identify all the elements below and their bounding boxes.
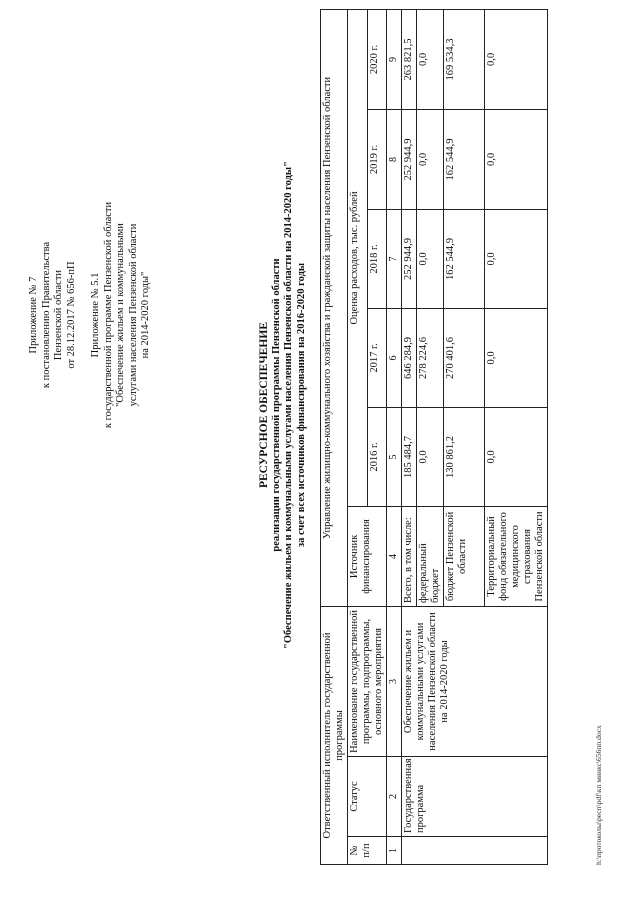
row-value: 252 944,9	[402, 109, 417, 209]
header-number: № п/п	[348, 837, 387, 865]
appendix-line: Приложение № 5.1	[90, 272, 101, 358]
header-source: Источник финансирования	[348, 506, 387, 606]
row-source: Территориальный фонд обязательного медицинского страхования Пензенской области	[485, 506, 548, 606]
header-year: 2019 г.	[367, 109, 387, 209]
header-name: Наименование государственной программы, подпрограммы, основного мероприятия	[348, 606, 387, 756]
row-value: 0,0	[485, 209, 548, 308]
row-value: 0,0	[485, 308, 548, 407]
row-status: Государственная программа	[402, 757, 548, 837]
row-source: Всего, в том числе:	[402, 506, 417, 606]
header-year: 2017 г.	[367, 308, 387, 407]
title-line: РЕСУРСНОЕ ОБЕСПЕЧЕНИЕ	[258, 322, 270, 489]
row-value: 646 284,9	[402, 308, 417, 407]
column-number: 8	[387, 109, 402, 209]
header-year: 2018 г.	[367, 209, 387, 308]
column-number: 2	[387, 757, 402, 837]
row-value: 0,0	[417, 407, 444, 506]
column-number: 4	[387, 506, 402, 606]
column-number: 9	[387, 9, 402, 109]
title-line: реализации государственной программы Пензенской области	[270, 258, 282, 552]
row-value: 162 544,9	[444, 109, 485, 209]
row-value: 263 821,5	[402, 9, 417, 109]
column-number: 1	[387, 837, 402, 865]
row-value: 278 224,6	[417, 308, 444, 407]
column-number-row	[387, 9, 402, 864]
header-year: 2016 г.	[367, 407, 387, 506]
row-value: 0,0	[417, 209, 444, 308]
row-value: 0,0	[485, 9, 548, 109]
table-row	[402, 9, 417, 864]
appendix-line: на 2014-2020 годы"	[140, 271, 151, 359]
row-program-name: Обеспечение жильем и коммунальными услугами населения Пензенской области на 2014-2020 годы	[402, 606, 548, 756]
title-line: за счет всех источников финансирования на 2016-2020 годы	[295, 262, 307, 548]
column-number: 6	[387, 308, 402, 407]
column-number: 7	[387, 209, 402, 308]
header-status: Статус	[348, 757, 387, 837]
row-value: 0,0	[485, 407, 548, 506]
row-value: 130 861,2	[444, 407, 485, 506]
row-value: 162 544,9	[444, 209, 485, 308]
appendix-line: Пензенской области	[53, 269, 64, 361]
title-line: "Обеспечение жильем и коммунальными услугами населения Пензенской области на 2014-2020 годы"	[283, 161, 294, 649]
appendix-gap	[78, 145, 90, 485]
row-number	[402, 837, 548, 865]
appendix-line: услугами населения Пензенской области	[127, 223, 139, 407]
resource-table	[320, 9, 548, 865]
document-title	[258, 45, 308, 765]
row-value: 185 484,7	[402, 407, 417, 506]
column-number: 3	[387, 606, 402, 756]
row-value: 0,0	[485, 109, 548, 209]
row-source: федеральный бюджет	[417, 506, 444, 606]
appendix-line: от 28.12.2017 № 656-пП	[65, 261, 77, 369]
appendix-line: Приложение № 7	[28, 276, 39, 354]
row-value: 270 401,6	[444, 308, 485, 407]
column-number: 5	[387, 407, 402, 506]
appendix-line: к государственной программе Пензенской области	[102, 201, 114, 429]
header-estimate: Оценка расходов, тыс. рублей	[348, 9, 368, 506]
appendix-line: к постановлению Правительства	[40, 241, 52, 389]
header-department: Управление жилищно-коммунального хозяйства и гражданской защиты населения Пензенской области	[321, 9, 348, 606]
row-value: 169 534,3	[444, 9, 485, 109]
row-value: 0,0	[417, 109, 444, 209]
header-year: 2020 г.	[367, 9, 387, 109]
file-path-footer: h:\протоколы\респ\pdf\кп минкс\656пп.docx	[594, 725, 603, 865]
appendix-header	[28, 145, 153, 485]
header-executor: Ответственный исполнитель государственной программы	[321, 606, 348, 864]
appendix-line: "Обеспечение жильем и коммунальными	[115, 223, 126, 407]
row-source: бюджет Пензенской области	[444, 506, 485, 606]
row-value: 252 944,9	[402, 209, 417, 308]
row-value: 0,0	[417, 9, 444, 109]
